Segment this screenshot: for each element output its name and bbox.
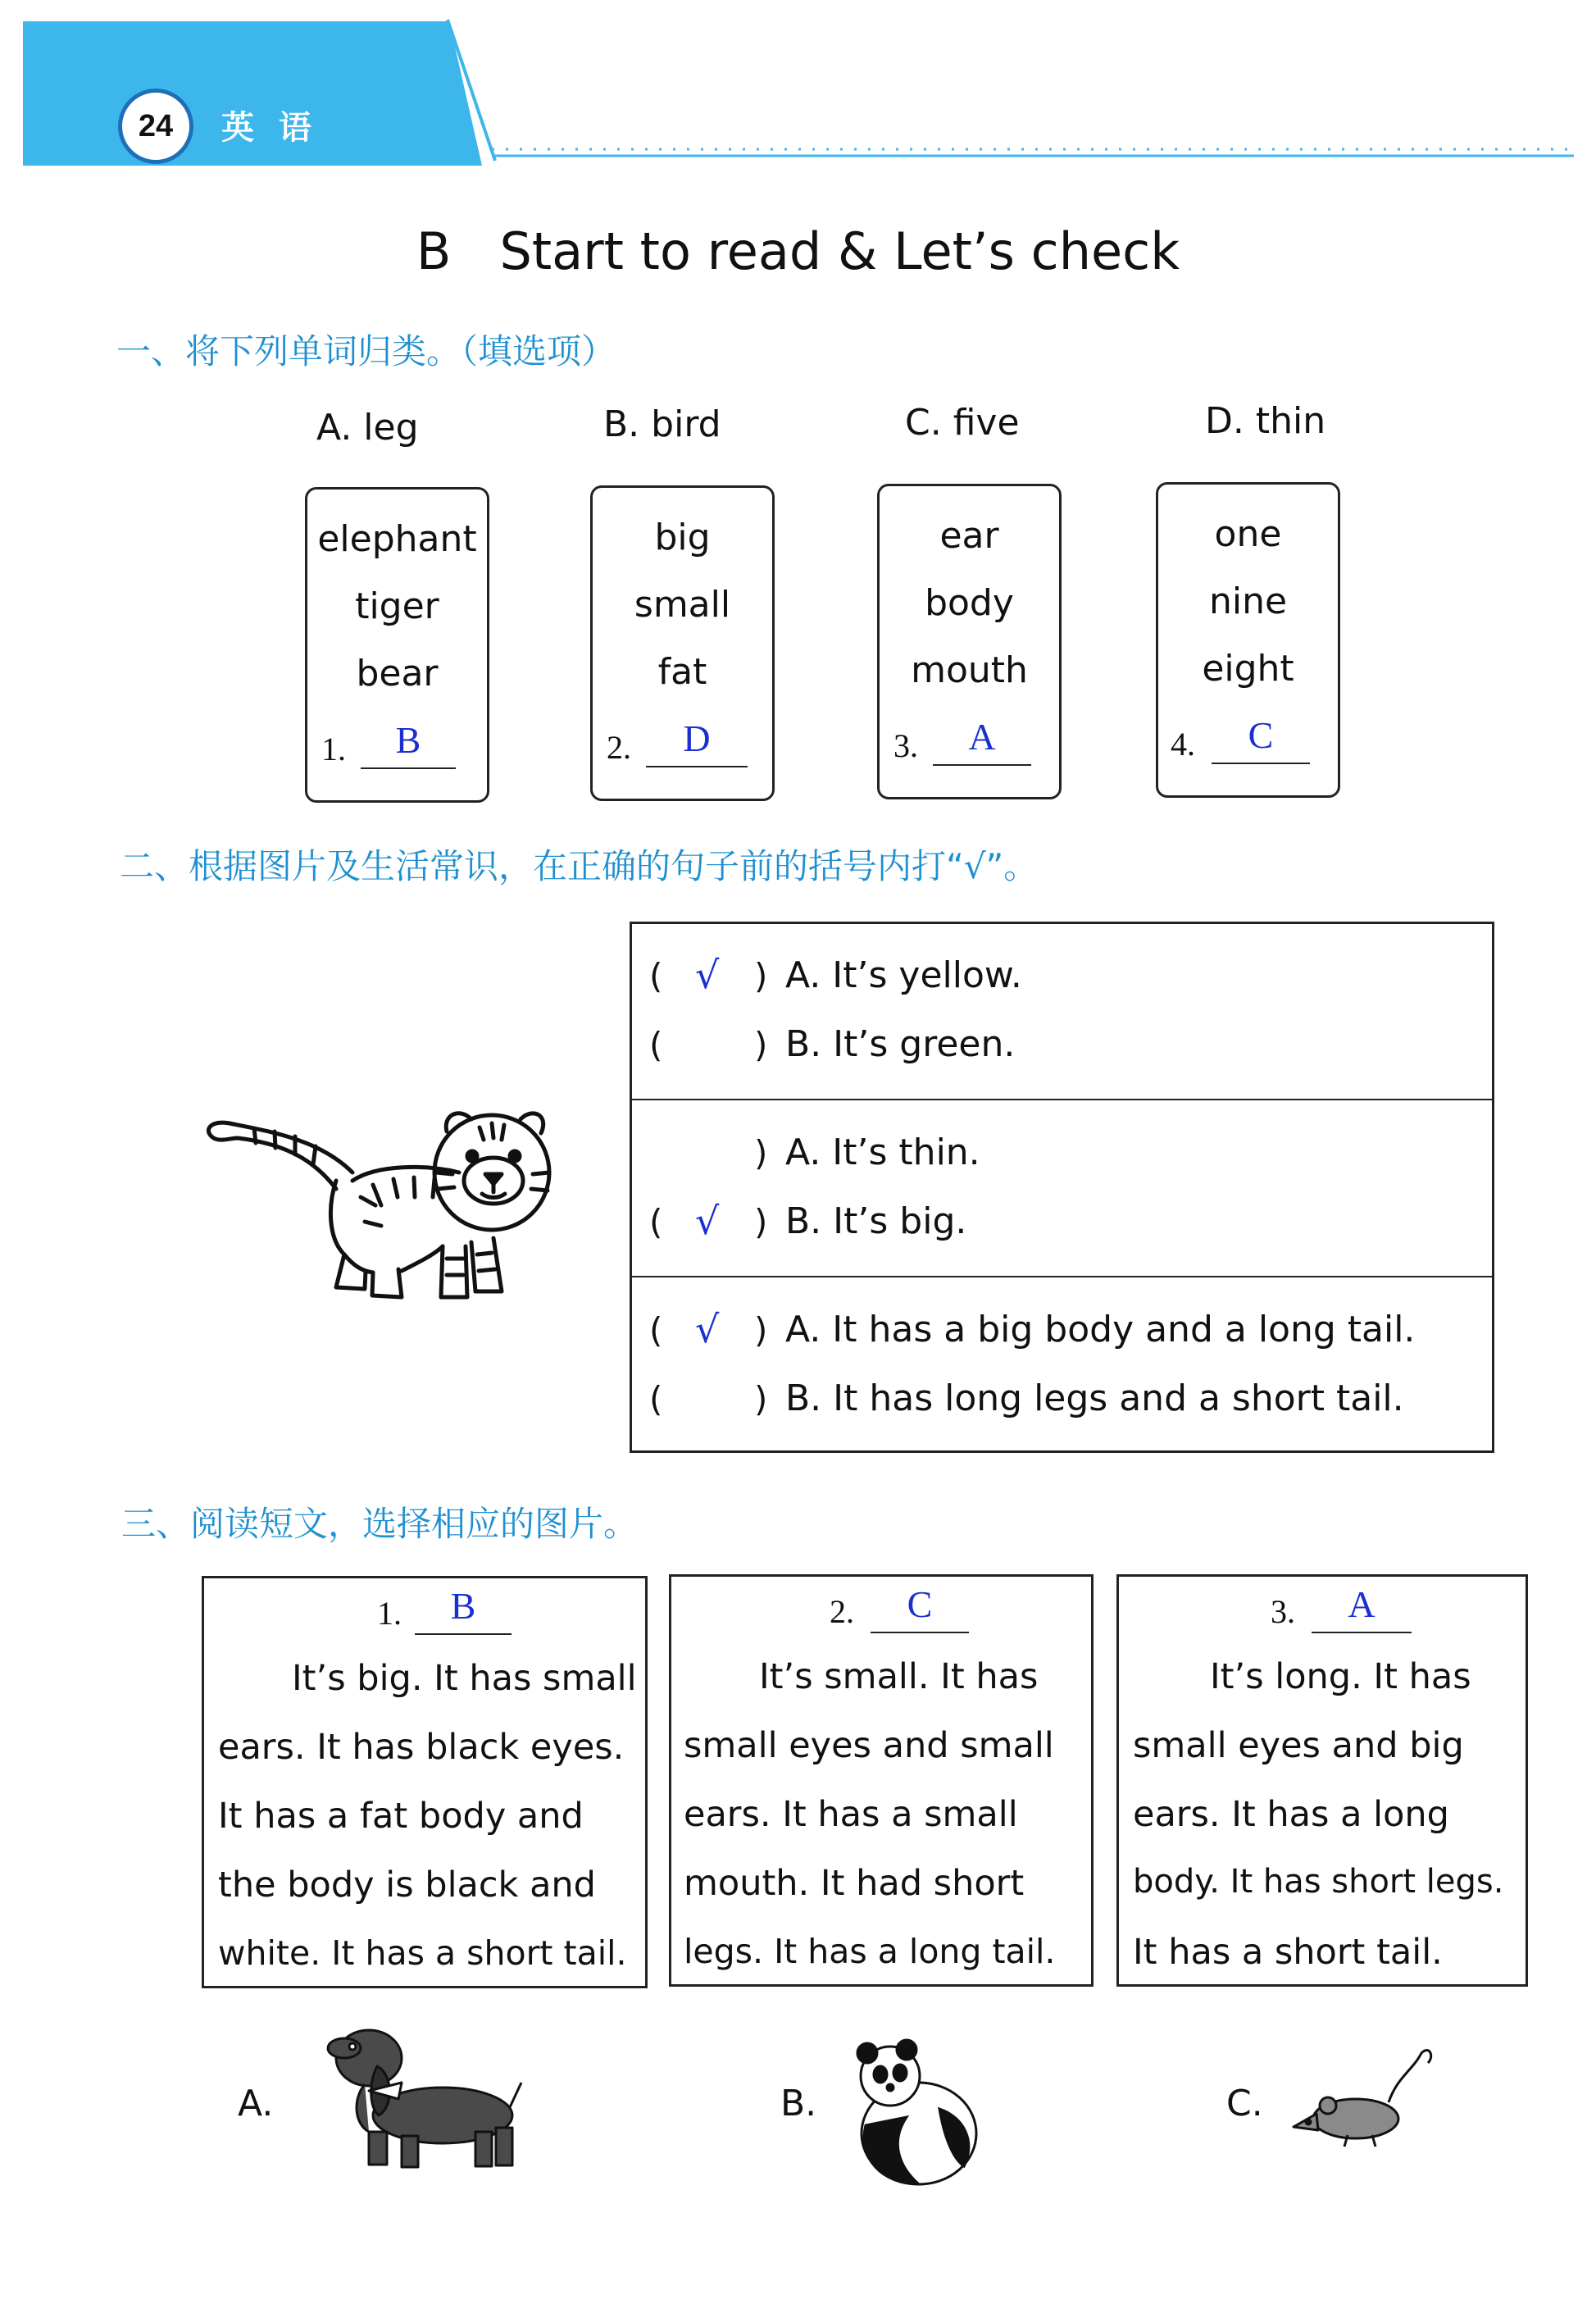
passage-line: small eyes and small — [684, 1725, 1054, 1766]
mouse-picture — [1290, 2045, 1438, 2151]
answer-blank-line — [361, 767, 456, 769]
blank-number: 2. — [607, 729, 631, 766]
blank-number: 3. — [893, 727, 918, 764]
open-paren: ( — [649, 1025, 663, 1065]
word: body — [925, 582, 1014, 624]
part3-heading: 三、阅读短文，选择相应的图片。 — [121, 1504, 639, 1544]
passage-line: It has a short tail. — [1133, 1932, 1443, 1973]
picture-label-c: C. — [1226, 2083, 1263, 2124]
word: tiger — [355, 585, 439, 627]
word: bear — [356, 653, 439, 694]
page-number: 24 — [118, 89, 193, 164]
answer-blank-line — [1212, 763, 1310, 764]
word: fat — [657, 651, 707, 693]
part2-heading: 二、根据图片及生活常识，在正确的句子前的括号内打“√”。 — [120, 846, 1039, 886]
passage-line: the body is black and — [218, 1865, 596, 1906]
picture-label-b: B. — [780, 2083, 817, 2124]
blank-number: 1. — [321, 731, 346, 767]
close-paren: ) — [754, 1025, 768, 1065]
word: big — [654, 517, 711, 558]
sentence: B. It’s big. — [785, 1200, 967, 1242]
answer-blank-line — [415, 1633, 512, 1635]
passage-line: ears. It has black eyes. — [218, 1727, 625, 1768]
passage-line: It has a fat body and — [218, 1796, 584, 1837]
open-paren: ( — [649, 1310, 663, 1350]
sentence: B. It has long legs and a short tail. — [785, 1377, 1404, 1419]
answer-1: B — [395, 719, 421, 761]
passage-number: 3. — [1271, 1593, 1295, 1630]
passage-line: It’s big. It has small — [292, 1658, 637, 1699]
subject-label: 英 语 — [221, 108, 318, 147]
option-b: B. bird — [603, 403, 721, 445]
close-paren: ) — [754, 1202, 768, 1242]
open-paren: ( — [649, 956, 663, 996]
answer-blank-line — [933, 764, 1031, 766]
check-mark: √ — [695, 953, 720, 997]
sentence: A. It’s yellow. — [785, 954, 1022, 996]
table-divider — [630, 1099, 1494, 1100]
word: elephant — [317, 518, 477, 560]
word: one — [1214, 513, 1282, 555]
passage-line: mouth. It had short — [684, 1863, 1025, 1904]
word: eight — [1202, 648, 1294, 690]
passage-line: white. It has a short tail. — [218, 1933, 627, 1973]
sentence: A. It’s thin. — [785, 1132, 980, 1173]
passage-answer-1: B — [450, 1585, 476, 1627]
passage-box-3 — [1116, 1574, 1528, 1987]
word: small — [634, 584, 731, 626]
sentence: A. It has a big body and a long tail. — [785, 1309, 1416, 1350]
section-title: B Start to read & Let’s check — [416, 221, 1180, 281]
option-a: A. leg — [316, 407, 419, 449]
sentence-table — [630, 922, 1494, 1453]
passage-line: small eyes and big — [1133, 1725, 1464, 1766]
close-paren: ) — [754, 1310, 768, 1350]
header-dotted-rule — [492, 144, 1574, 161]
picture-label-a: A. — [238, 2083, 274, 2124]
answer-4: C — [1248, 714, 1274, 756]
word: mouth — [911, 649, 1028, 691]
passage-box-2 — [669, 1574, 1094, 1987]
answer-blank-line — [871, 1632, 969, 1633]
passage-line: It’s small. It has — [759, 1656, 1039, 1697]
open-paren: ( — [649, 1202, 663, 1242]
close-paren: ) — [754, 1379, 768, 1419]
answer-3: A — [968, 716, 996, 758]
passage-answer-3: A — [1348, 1583, 1375, 1625]
check-mark: √ — [695, 1307, 720, 1351]
close-paren: ) — [754, 1133, 768, 1173]
check-mark: √ — [695, 1199, 720, 1243]
passage-line: It’s long. It has — [1210, 1656, 1471, 1697]
answer-blank-line — [1312, 1632, 1412, 1633]
passage-number: 2. — [830, 1593, 854, 1630]
tiger-illustration — [197, 1082, 574, 1304]
part1-heading: 一、将下列单词归类。（填选项） — [116, 331, 616, 371]
passage-line: body. It has short legs. — [1133, 1863, 1504, 1901]
passage-line: ears. It has a small — [684, 1794, 1018, 1835]
table-divider — [630, 1276, 1494, 1277]
sentence: B. It’s green. — [785, 1023, 1016, 1065]
passage-answer-2: C — [907, 1583, 933, 1625]
passage-line: ears. It has a long — [1133, 1794, 1449, 1835]
option-d: D. thin — [1205, 400, 1326, 442]
blank-number: 4. — [1171, 726, 1195, 763]
word: nine — [1208, 581, 1288, 622]
passage-line: legs. It has a long tail. — [684, 1932, 1056, 1971]
close-paren: ) — [754, 956, 768, 996]
panda-picture — [841, 2035, 989, 2191]
word: ear — [939, 515, 999, 557]
passage-number: 1. — [377, 1595, 402, 1632]
option-c: C. five — [905, 402, 1020, 444]
answer-blank-line — [646, 766, 748, 767]
passage-box-1 — [202, 1576, 648, 1988]
dog-picture — [320, 2017, 525, 2189]
answer-2: D — [683, 717, 711, 759]
open-paren: ( — [649, 1379, 663, 1419]
header-diagonal-line — [443, 16, 500, 164]
